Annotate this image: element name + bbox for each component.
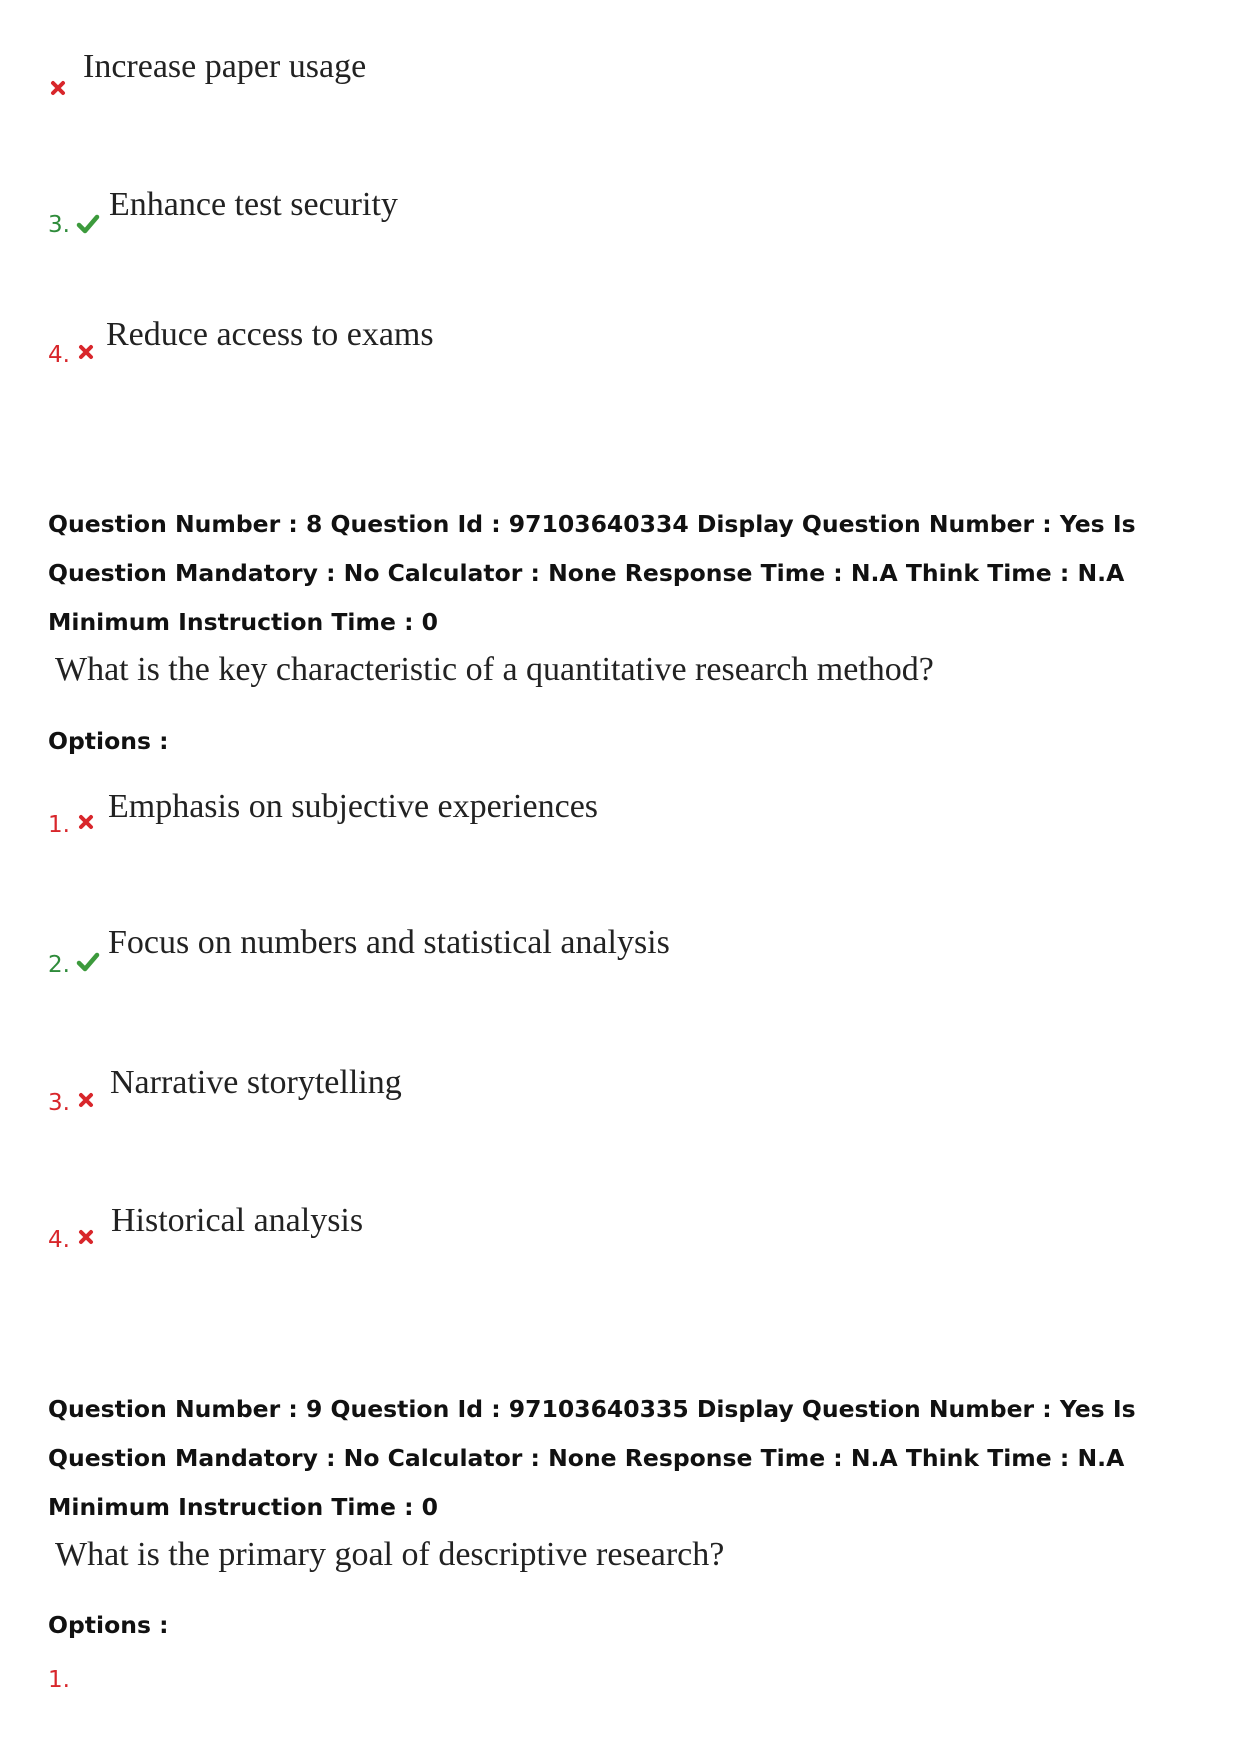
check-icon <box>76 952 100 972</box>
cross-icon <box>50 80 66 96</box>
cross-icon <box>78 1092 94 1108</box>
option-text: Historical analysis <box>111 1202 364 1239</box>
option-text: Increase paper usage <box>83 48 367 85</box>
option-number: 3. <box>48 212 70 238</box>
option-number: 1. <box>48 1667 70 1693</box>
option-text: Reduce access to exams <box>106 316 434 353</box>
cross-icon <box>78 1229 94 1245</box>
option-number: 1. <box>48 812 70 838</box>
option-row <box>0 1064 1240 1130</box>
options-label: Options : <box>48 1611 169 1639</box>
question-meta: Question Number : 9 Question Id : 97103640335 Display Question Number : Yes Is Question Mandatory : No Calculator : None Response Time : N.A Think Time : N.A Minimum Instruction Time : 0 <box>48 1395 1136 1521</box>
question-meta: Question Number : 8 Question Id : 97103640334 Display Question Number : Yes Is Question Mandatory : No Calculator : None Response Time : N.A Think Time : N.A Minimum Instruction Time : 0 <box>48 510 1136 636</box>
option-number: 3. <box>48 1090 70 1116</box>
option-row <box>0 790 1240 850</box>
check-icon <box>76 214 100 234</box>
option-row <box>0 40 1240 100</box>
option-row <box>0 310 1240 370</box>
option-number: 2. <box>48 952 70 978</box>
option-row <box>0 180 1240 240</box>
option-row <box>0 1202 1240 1267</box>
option-text: Enhance test security <box>109 186 398 223</box>
options-label: Options : <box>48 727 169 755</box>
question-text: What is the key characteristic of a quantitative research method? <box>55 651 934 688</box>
cross-icon <box>78 344 94 360</box>
option-text: Focus on numbers and statistical analysis <box>108 924 670 961</box>
cross-icon <box>78 814 94 830</box>
option-number: 4. <box>48 1227 70 1253</box>
option-text: Emphasis on subjective experiences <box>108 788 599 825</box>
option-row <box>0 924 1240 990</box>
option-text: Narrative storytelling <box>110 1064 402 1101</box>
option-number: 4. <box>48 342 70 368</box>
option-row <box>0 1665 1240 1725</box>
question-text: What is the primary goal of descriptive research? <box>55 1536 725 1573</box>
